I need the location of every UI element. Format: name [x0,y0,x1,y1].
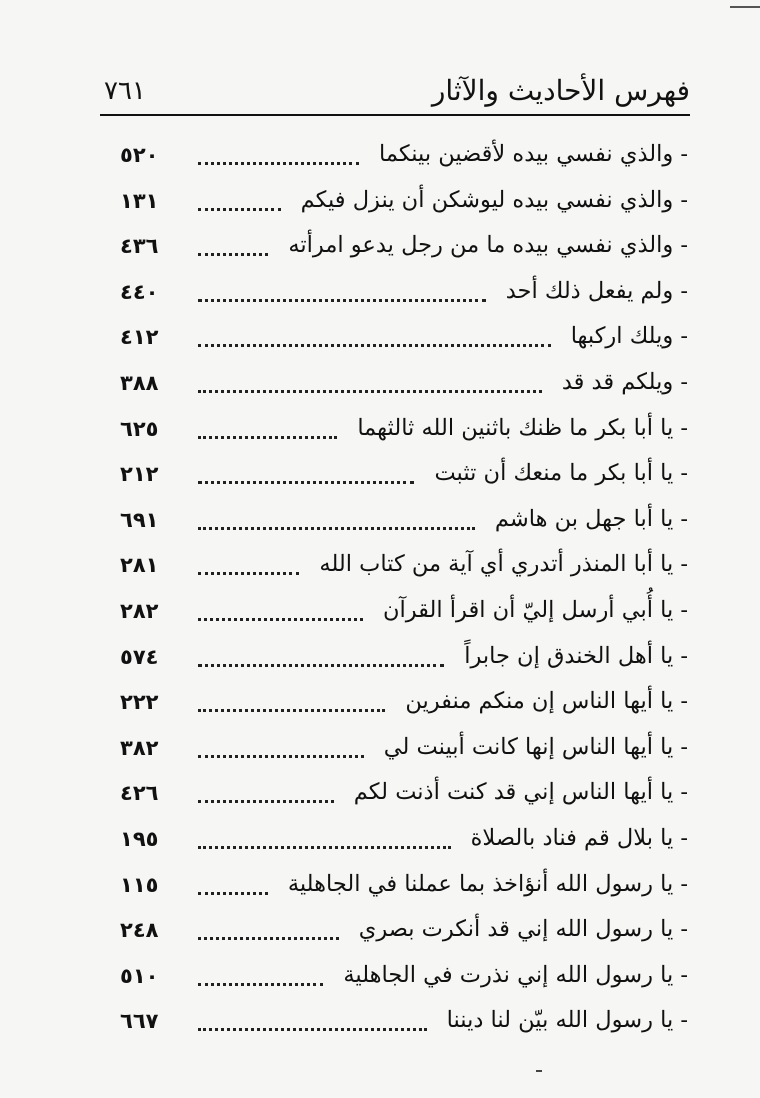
list-item [120,771,688,817]
entry-page-number: ٢٤٨ [120,918,159,943]
dot-leader [198,432,337,439]
dot-leader [198,979,323,986]
list-item [120,224,688,270]
scan-speck [536,1070,542,1072]
dot-leader [198,933,339,940]
entry-page-number: ٢٨٢ [120,598,159,623]
list-item [120,908,688,954]
list-item [120,863,688,909]
list-item [120,680,688,726]
dot-leader [198,705,385,712]
dot-leader [198,477,414,484]
entry-page-number: ٢٨١ [120,553,159,578]
dot-leader [198,796,334,803]
dot-leader [198,295,486,302]
dot-leader [198,888,268,895]
entry-page-number: ٤٤٠ [120,279,159,304]
entry-page-number: ٤١٢ [120,325,159,350]
entry-text: - يا رسول الله إني قد أنكرت بصري [358,916,688,943]
entry-text: - يا أهل الخندق إن جابراً [464,642,688,669]
entry-text: - يا أيها الناس إنها كانت أبينت لي [383,733,688,760]
dot-leader [198,340,551,347]
list-item [120,361,688,407]
entry-text: - ويلكم قد قد [561,368,688,395]
entry-text: - يا رسول الله إني نذرت في الجاهلية [343,961,688,988]
list-item [120,817,688,863]
dot-leader [198,842,451,849]
entry-text: - ويلك اركبها [570,323,688,350]
entry-page-number: ٦٩١ [120,507,159,532]
list-item [120,543,688,589]
entry-page-number: ٥٧٤ [120,644,159,669]
entry-text: - يا رسول الله أنؤاخذ بما عملنا في الجاهلية [287,870,688,897]
entry-text: - يا أبا جهل بن هاشم [494,505,688,532]
dot-leader [198,386,542,393]
entry-text: - يا بلال قم فناد بالصلاة [470,824,688,851]
list-item [120,726,688,772]
list-item [120,635,688,681]
corner-scan-mark [730,6,760,8]
entry-page-number: ١١٥ [120,872,159,897]
entry-page-number: ١٩٥ [120,826,159,851]
entry-page-number: ٤٢٦ [120,781,159,806]
dot-leader [198,249,268,256]
dot-leader [198,158,359,165]
dot-leader [198,1024,427,1031]
hadith-index-list [120,133,688,1045]
list-item [120,452,688,498]
entry-text: - يا أبا المنذر أتدري أي آية من كتاب الله [319,551,688,578]
entry-page-number: ١٣١ [120,188,159,213]
running-header [100,64,690,116]
entry-page-number: ٤٣٦ [120,234,159,259]
dot-leader [198,660,444,667]
list-item [120,315,688,361]
list-item [120,407,688,453]
list-item [120,133,688,179]
entry-text: - ولم يفعل ذلك أحد [505,277,688,304]
entry-page-number: ٢٢٢ [120,690,159,715]
list-item [120,999,688,1045]
list-item [120,498,688,544]
entry-page-number: ٥١٠ [120,963,159,988]
dot-leader [198,751,364,758]
page-number: ٧٦١ [104,76,146,106]
entry-text: - يا أُبي أرسل إليّ أن اقرأ القرآن [382,596,688,623]
list-item [120,954,688,1000]
entry-text: - والذي نفسي بيده ما من رجل يدعو امرأته [288,232,688,259]
dot-leader [198,523,475,530]
dot-leader [198,614,363,621]
entry-text: - يا أيها الناس إن منكم منفرين [405,688,688,715]
list-item [120,179,688,225]
entry-page-number: ٣٨٨ [120,370,159,395]
dot-leader [198,204,281,211]
entry-page-number: ٦٦٧ [120,1009,159,1034]
page-title: فهرس الأحاديث والآثار [431,74,690,107]
entry-text: - يا رسول الله بيّن لنا ديننا [446,1007,688,1034]
entry-page-number: ٣٨٢ [120,735,159,760]
entry-text: - يا أبا بكر ما منعك أن تثبت [434,460,688,487]
entry-text: - والذي نفسي بيده لأقضين بينكما [378,141,688,167]
list-item [120,270,688,316]
entry-text: - يا أبا بكر ما ظنك باثنين الله ثالثهما [357,414,688,441]
entry-text: - والذي نفسي بيده ليوشكن أن ينزل فيكم [300,186,688,213]
entry-text: - يا أيها الناس إني قد كنت أذنت لكم [353,779,688,806]
list-item [120,589,688,635]
entry-page-number: ٥٢٠ [120,143,159,167]
entry-page-number: ٢١٢ [120,462,159,487]
entry-page-number: ٦٢٥ [120,416,159,441]
dot-leader [198,568,299,575]
